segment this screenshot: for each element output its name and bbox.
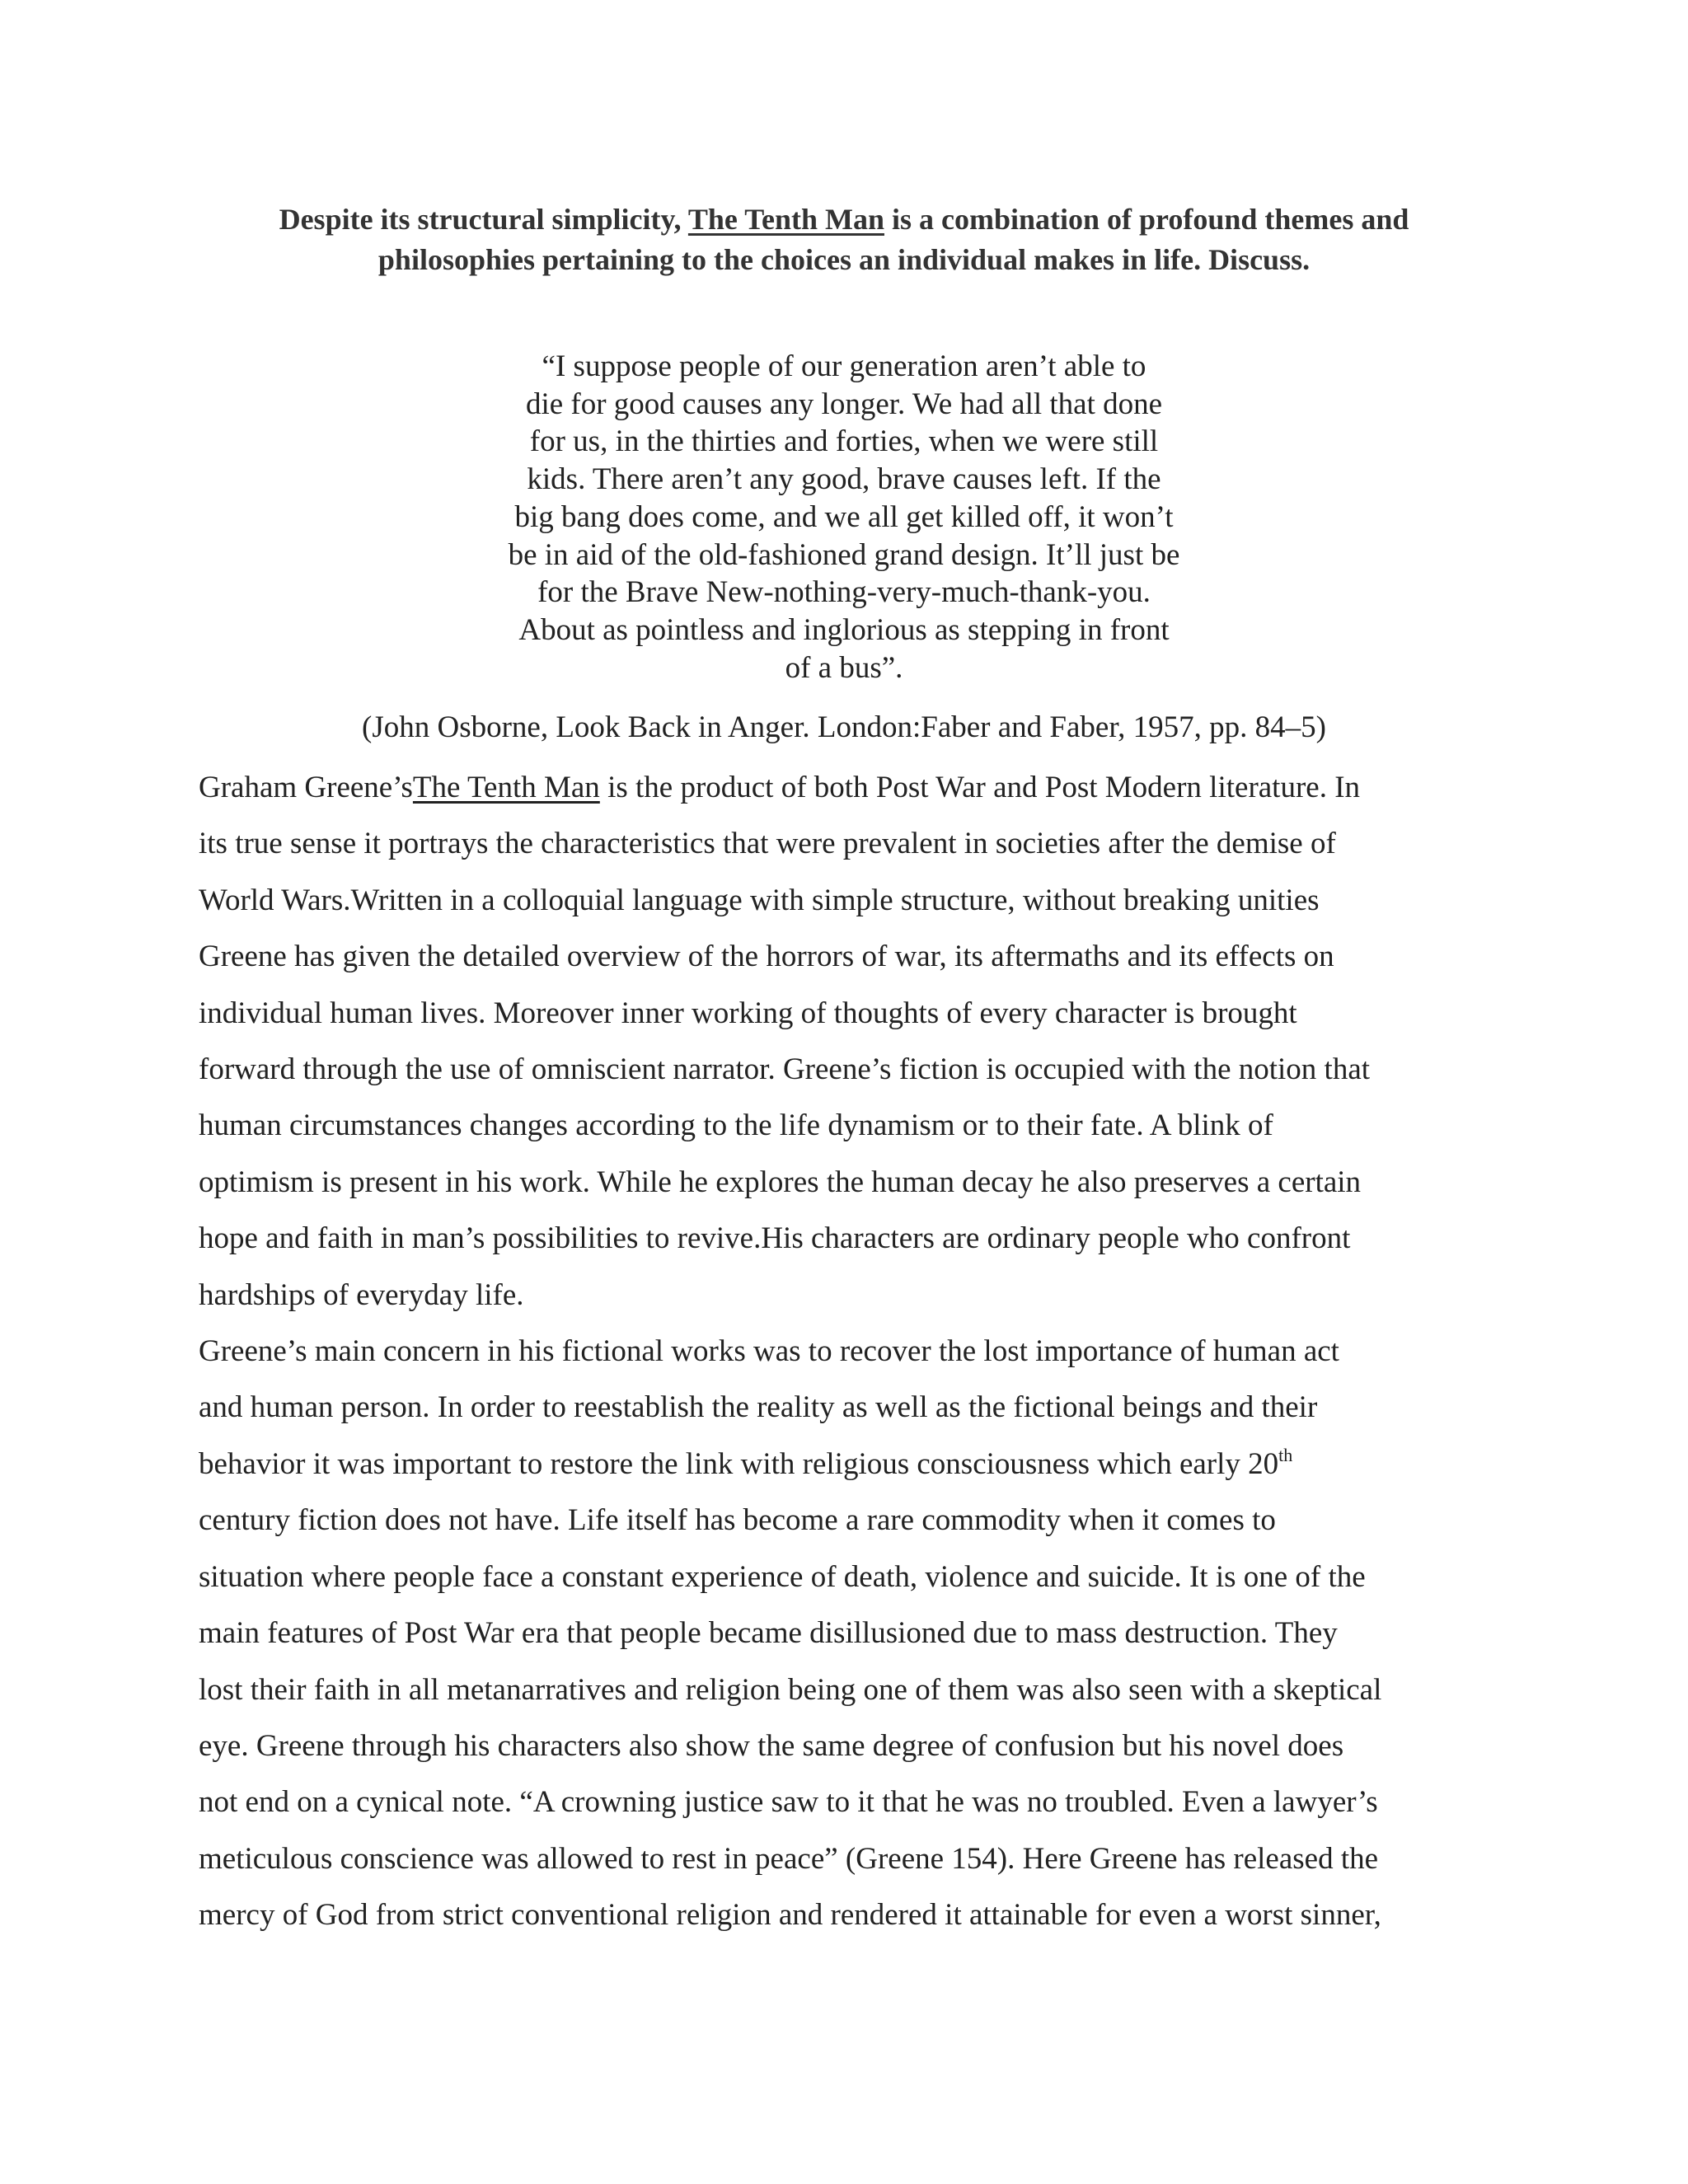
body-line: Greene’s main concern in his fictional works was to recover the lost importance of human act bbox=[199, 1334, 1339, 1369]
epigraph-line: for the Brave New-nothing-very-much-thank-you. bbox=[537, 575, 1151, 610]
body-line: forward through the use of omniscient narrator. Greene’s fiction is occupied with the notion that bbox=[199, 1052, 1371, 1087]
epigraph-line: be in aid of the old-fashioned grand design. It’ll just be bbox=[508, 537, 1180, 572]
body-line: main features of Post War era that people became disillusioned due to mass destruction. They bbox=[199, 1616, 1338, 1651]
body-line: World Wars.Written in a colloquial language with simple structure, without breaking unities bbox=[199, 883, 1320, 917]
body-line: its true sense it portrays the characteristics that were prevalent in societies after the demise of bbox=[199, 827, 1336, 861]
epigraph-line: of a bus”. bbox=[785, 650, 903, 685]
epigraph-line: About as pointless and inglorious as stepping in front bbox=[518, 612, 1170, 647]
epigraph-line: kids. There aren’t any good, brave causes left. If the bbox=[527, 462, 1161, 497]
body-text: Graham Greene’s bbox=[199, 771, 413, 804]
body-line: Greene has given the detailed overview of the horrors of war, its aftermaths and its effects on bbox=[199, 940, 1334, 974]
body-line: century fiction does not have. Life itself has become a rare commodity when it comes to bbox=[199, 1503, 1276, 1538]
body-line: eye. Greene through his characters also show the same degree of confusion but his novel does bbox=[199, 1728, 1344, 1763]
title-line-2: philosophies pertaining to the choices an individual makes in life. Discuss. bbox=[377, 243, 1311, 276]
essay-body bbox=[199, 760, 1493, 1944]
book-title-underlined: The Tenth Man bbox=[687, 203, 884, 236]
body-line: optimism is present in his work. While he explores the human decay he also preserves a certain bbox=[199, 1165, 1362, 1199]
body-line: meticulous conscience was allowed to rest in peace” (Greene 154). Here Greene has released the bbox=[199, 1841, 1379, 1876]
body-line bbox=[199, 760, 1493, 816]
superscript: th bbox=[1278, 1444, 1293, 1465]
title-text: Despite its structural simplicity, bbox=[279, 203, 688, 236]
body-line: mercy of God from strict conventional religion and rendered it attainable for even a worst sinner, bbox=[199, 1898, 1381, 1933]
body-line: human circumstances changes according to the life dynamism or to their fate. A blink of bbox=[199, 1108, 1273, 1143]
body-line: not end on a cynical note. “A crowning justice saw to it that he was no troubled. Even a lawyer’s bbox=[199, 1785, 1378, 1820]
epigraph-line: big bang does come, and we all get killed off, it won’t bbox=[514, 499, 1174, 534]
epigraph-quote bbox=[432, 348, 1256, 687]
body-text: is the product of both Post War and Post Modern literature. In bbox=[599, 771, 1361, 804]
title-line-1 bbox=[165, 199, 1523, 240]
body-line: situation where people face a constant experience of death, violence and suicide. It is one of the bbox=[199, 1559, 1366, 1594]
body-line: and human person. In order to reestablish the reality as well as the fictional beings and their bbox=[199, 1390, 1318, 1425]
title-text: is a combination of profound themes and bbox=[884, 203, 1409, 236]
epigraph-line: “I suppose people of our generation aren’t able to bbox=[542, 349, 1146, 383]
epigraph-citation: (John Osborne, Look Back in Anger. London:Faber and Faber, 1957, pp. 84–5) bbox=[362, 710, 1326, 744]
book-title-underlined: The Tenth Man bbox=[412, 771, 600, 804]
body-line bbox=[199, 1436, 1493, 1493]
essay-question-title bbox=[165, 199, 1523, 280]
body-line: hope and faith in man’s possibilities to revive.His characters are ordinary people who confront bbox=[199, 1221, 1351, 1256]
body-line: individual human lives. Moreover inner working of thoughts of every character is brought bbox=[199, 996, 1297, 1030]
body-text: behavior it was important to restore the link with religious consciousness which early 20 bbox=[199, 1446, 1279, 1481]
epigraph-line: die for good causes any longer. We had all that done bbox=[525, 387, 1163, 421]
epigraph-line: for us, in the thirties and forties, when we were still bbox=[529, 424, 1159, 459]
body-line: lost their faith in all metanarratives and religion being one of them was also seen with a skeptical bbox=[199, 1672, 1382, 1707]
body-line: hardships of everyday life. bbox=[199, 1277, 524, 1312]
